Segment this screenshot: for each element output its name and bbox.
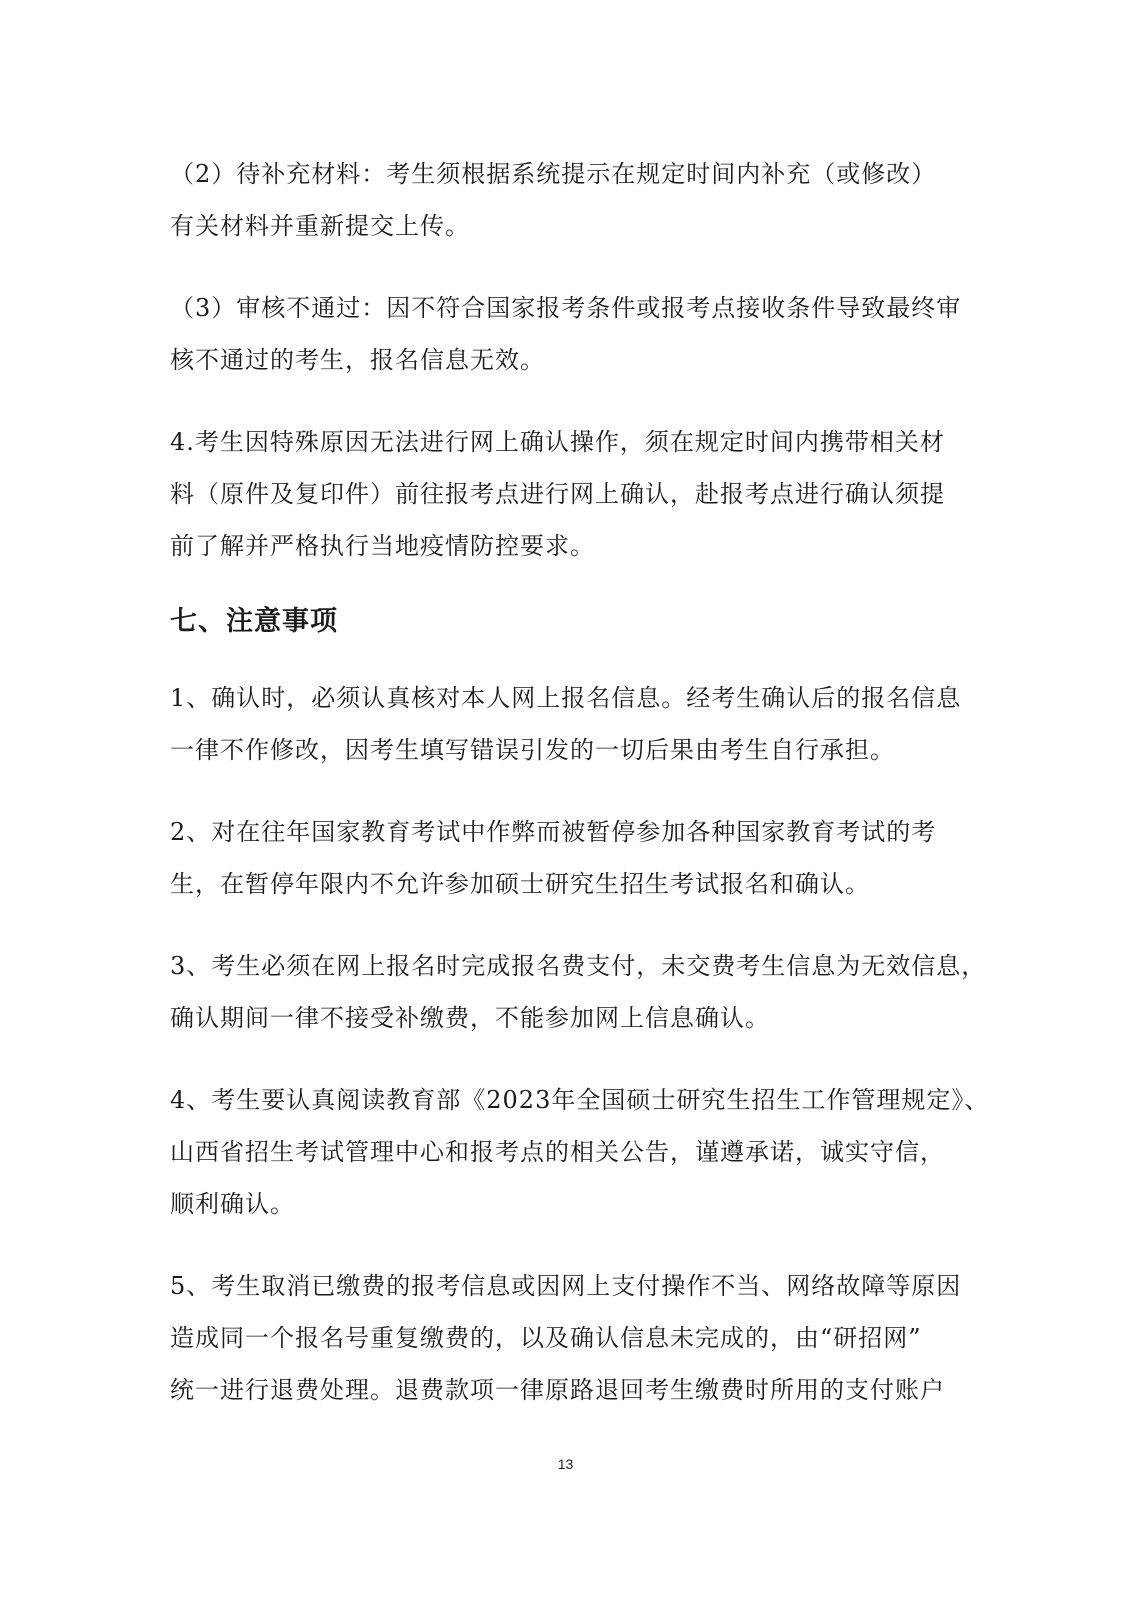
text-line: （2）待补充材料：考生须根据系统提示在规定时间内补充（或修改） — [170, 160, 937, 188]
text-line: 统一进行退费处理。退费款项一律原路退回考生缴费时所用的支付账户 — [170, 1376, 945, 1404]
text-line: 山西省招生考试管理中心和报考点的相关公告，谨遵承诺，诚实守信， — [170, 1138, 945, 1166]
text-line: 一律不作修改，因考生填写错误引发的一切后果由考生自行承担。 — [170, 736, 895, 764]
text-line: 2、对在往年国家教育考试中作弊而被暂停参加各种国家教育考试的考 — [170, 818, 937, 846]
text-line: 核不通过的考生，报名信息无效。 — [170, 346, 545, 374]
paragraph-special-reason — [170, 416, 960, 572]
note-item-2 — [170, 806, 960, 910]
text-line: 料（原件及复印件）前往报考点进行网上确认，赴报考点进行确认须提 — [170, 480, 945, 508]
page-number: 13 — [557, 1456, 574, 1472]
paragraph-review-failed — [170, 282, 960, 386]
page-body — [170, 148, 990, 1446]
text-line: 造成同一个报名号重复缴费的，以及确认信息未完成的，由“研招网” — [170, 1324, 922, 1352]
note-item-3 — [170, 940, 987, 1044]
text-line: 4、考生要认真阅读教育部《2023年全国硕士研究生招生工作管理规定》、 — [170, 1086, 990, 1114]
note-item-1 — [170, 672, 960, 776]
text-line: 顺利确认。 — [170, 1190, 295, 1218]
text-line: 3、考生必须在网上报名时完成报名费支付，未交费考生信息为无效信息， — [170, 952, 987, 980]
text-line: 4.考生因特殊原因无法进行网上确认操作，须在规定时间内携带相关材 — [170, 428, 945, 456]
text-line: 前了解并严格执行当地疫情防控要求。 — [170, 532, 595, 560]
paragraph-pending-materials — [170, 148, 960, 252]
text-line: （3）审核不通过：因不符合国家报考条件或报考点接收条件导致最终审 — [170, 294, 962, 322]
section-heading-notes: 七、注意事项 — [170, 606, 338, 637]
text-line: 1、确认时，必须认真核对本人网上报名信息。经考生确认后的报名信息 — [170, 684, 962, 712]
text-line: 确认期间一律不接受补缴费，不能参加网上信息确认。 — [170, 1004, 770, 1032]
text-line: 生，在暂停年限内不允许参加硕士研究生招生考试报名和确认。 — [170, 870, 870, 898]
note-item-5 — [170, 1260, 960, 1416]
text-line: 5、考生取消已缴费的报考信息或因网上支付操作不当、网络故障等原因 — [170, 1272, 962, 1300]
text-line: 有关材料并重新提交上传。 — [170, 212, 470, 240]
note-item-4 — [170, 1074, 990, 1230]
